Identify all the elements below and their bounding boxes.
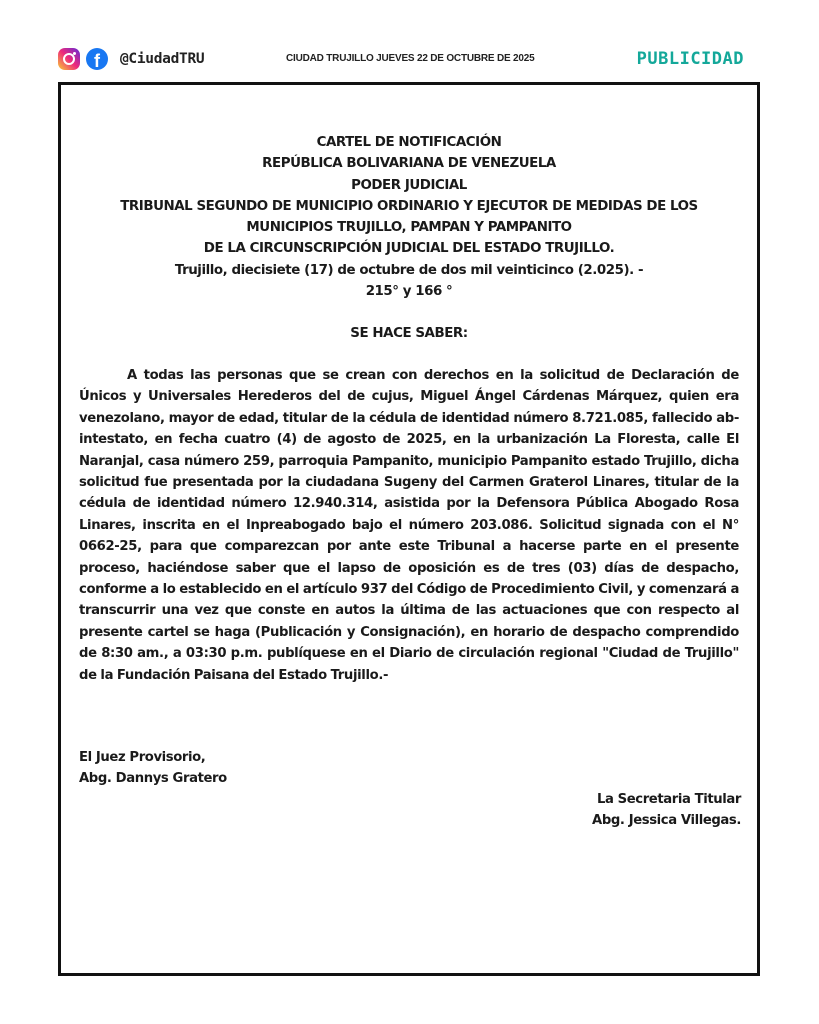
notice-heading [61,132,757,345]
newspaper-dateline: CIUDAD TRUJILLO JUEVES 22 DE OCTUBRE DE 2025 [286,53,535,64]
social-handle[interactable]: @CiudadTRU [120,51,205,67]
heading-line-judicial-power: PODER JUDICIAL [351,177,467,193]
notice-subheading: SE HACE SABER: [350,326,468,342]
secretary-name: Abg. Jessica Villegas. [592,813,741,829]
notice-frame [58,82,760,976]
notice-title: CARTEL DE NOTIFICACIÓN [316,135,502,150]
heading-line-circumscription: DE LA CIRCUNSCRIPCIÓN JUDICIAL DEL ESTADO TRUJILLO. [203,241,615,257]
heading-line-tribunal: TRIBUNAL SEGUNDO DE MUNICIPIO ORDINARIO Y EJECUTOR DE MEDIDAS DE LOS [120,198,698,214]
instagram-icon[interactable] [58,48,80,70]
section-label: PUBLICIDAD [636,49,744,69]
page-header [58,46,760,74]
notice-body: A todas las personas que se crean con derechos en la solicitud de Declaración de Únicos y Universales Herederos del de cujus, Miguel Ángel Cárdenas Márquez, quien era venezolano, mayor de edad, titular de la cédula de identidad número 8.721.085, fallecido ab- intestato, en fecha cuatro (4) de agosto de 2025, en la urbanización La Floresta, calle El Naranjal, casa número 259, parroquia Pampanito, municipio Pampanito estado Trujillo, dicha solicitud fue presentada por la ciudadana Sugeny del Carmen Graterol Linares, titular de la cédula de identidad número 12.940.314, asistida por la Defensora Pública Abogado Rosa Linares, inscrita en el Inpreabogado bajo el número 203.086. Solicitud signada con el N° 0662-25, para que comparezcan por ante este Tribunal a hacerse parte en el presente proceso, haciéndose saber que el lapso de oposición es de tres (03) días de despacho, conforme a lo establecido en el artículo 937 del Código de Procedimiento Civil, y comenzará a transcurrir una vez que conste en autos la última de las actuaciones que con respecto al presente cartel se haga (Publicación y Consignación), en horario de despacho comprendido de 8:30 am., a 03:30 p.m. publíquese en el Diario de circulación regional "Ciudad de Trujillo" de la Fundación Paisana del Estado Trujillo.- [79,368,739,683]
social-links [58,48,204,70]
secretary-title: La Secretaria Titular [596,792,741,807]
heading-line-date: Trujillo, diecisiete (17) de octubre de dos mil veinticinco (2.025). - [174,262,644,278]
heading-line-republic: REPÚBLICA BOLIVARIANA DE VENEZUELA [262,156,556,172]
secretary-signature [592,789,741,832]
judge-name: Abg. Dannys Gratero [79,771,227,787]
facebook-icon[interactable]: f [86,48,108,70]
heading-line-years: 215° y 166 ° [365,284,453,300]
heading-line-municipalities: MUNICIPIOS TRUJILLO, PAMPAN Y PAMPANITO [246,220,572,236]
judge-signature [79,747,227,790]
judge-title: El Juez Provisorio, [79,750,206,765]
